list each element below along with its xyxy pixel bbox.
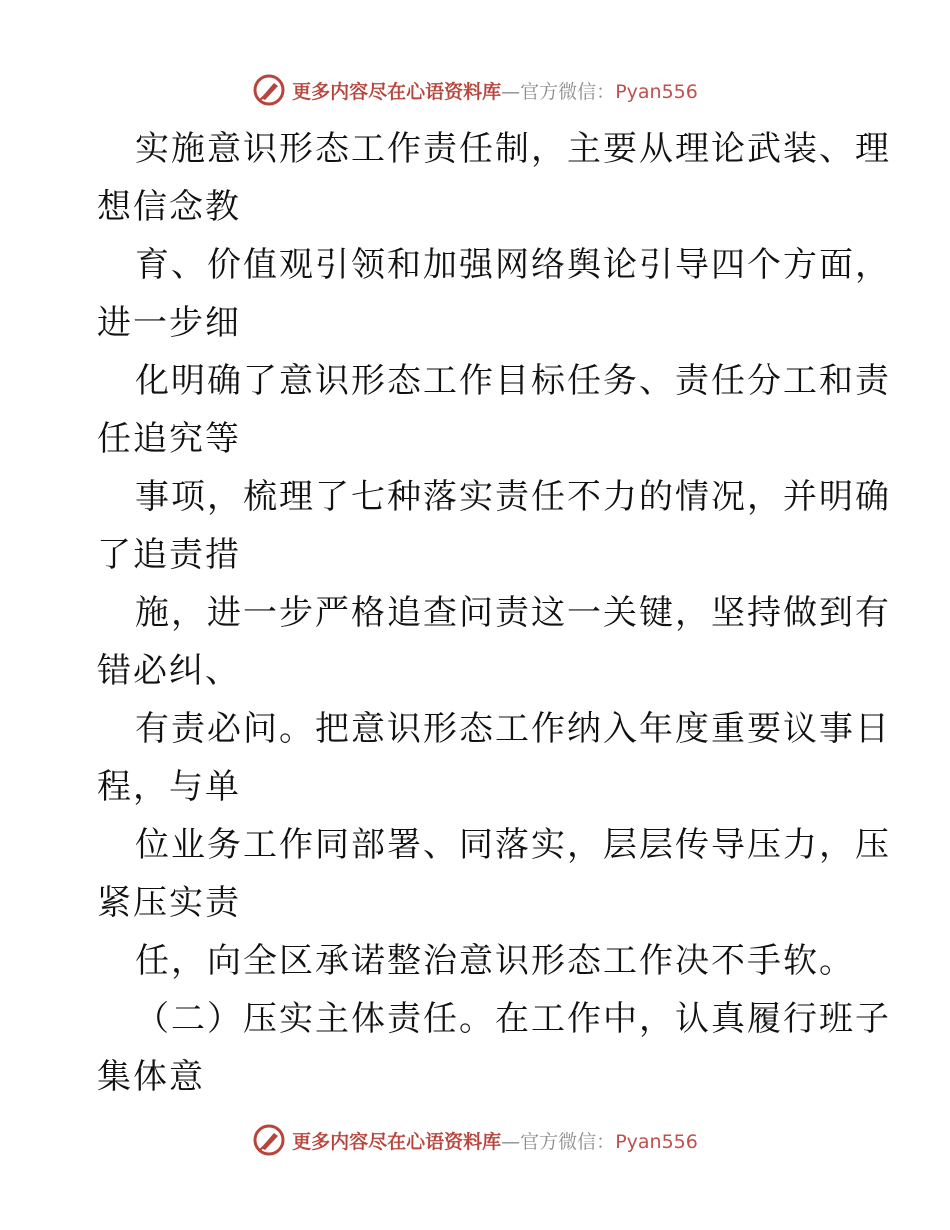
feather-pen-logo-icon xyxy=(252,73,286,107)
watermark-wechat-id: Pyan556 xyxy=(615,1130,698,1153)
watermark-wechat-label: 官方微信： xyxy=(520,1130,616,1153)
watermark-wechat-label: 官方微信： xyxy=(520,80,616,103)
watermark-site: 更多内容尽在心语资料库 xyxy=(292,1130,502,1153)
text-line: 进一步细 xyxy=(97,303,241,343)
watermark-text xyxy=(292,77,698,104)
text-line: 错必纠、 xyxy=(97,651,241,691)
watermark-text xyxy=(292,1127,698,1154)
header-watermark xyxy=(0,72,950,108)
footer-watermark xyxy=(0,1122,950,1158)
text-line: 位业务工作同部署、同落实，层层传导压力，压 xyxy=(135,825,891,865)
text-line: 任，向全区承诺整治意识形态工作决不手软。 xyxy=(135,941,855,981)
text-line: 事项，梳理了七种落实责任不力的情况，并明确 xyxy=(135,477,891,517)
text-line: 集体意 xyxy=(97,1057,205,1097)
document-body xyxy=(97,120,891,1106)
text-line: 程，与单 xyxy=(97,767,241,807)
feather-pen-logo-icon xyxy=(252,1123,286,1157)
watermark-dash: — xyxy=(501,1130,521,1153)
watermark-wechat-id: Pyan556 xyxy=(615,80,698,103)
text-line: 了追责措 xyxy=(97,535,241,575)
text-line: 有责必问。把意识形态工作纳入年度重要议事日 xyxy=(135,709,891,749)
text-line: （二）压实主体责任。在工作中，认真履行班子 xyxy=(135,999,891,1039)
text-line: 施，进一步严格追查问责这一关键，坚持做到有 xyxy=(135,593,891,633)
text-line: 育、价值观引领和加强网络舆论引导四个方面， xyxy=(135,245,891,285)
text-line: 紧压实责 xyxy=(97,883,241,923)
watermark-site: 更多内容尽在心语资料库 xyxy=(292,80,502,103)
text-line: 化明确了意识形态工作目标任务、责任分工和责 xyxy=(135,361,891,401)
text-line: 任追究等 xyxy=(97,419,241,459)
text-line: 实施意识形态工作责任制，主要从理论武装、理 xyxy=(135,129,891,169)
text-line: 想信念教 xyxy=(97,187,241,227)
watermark-dash: — xyxy=(501,80,521,103)
